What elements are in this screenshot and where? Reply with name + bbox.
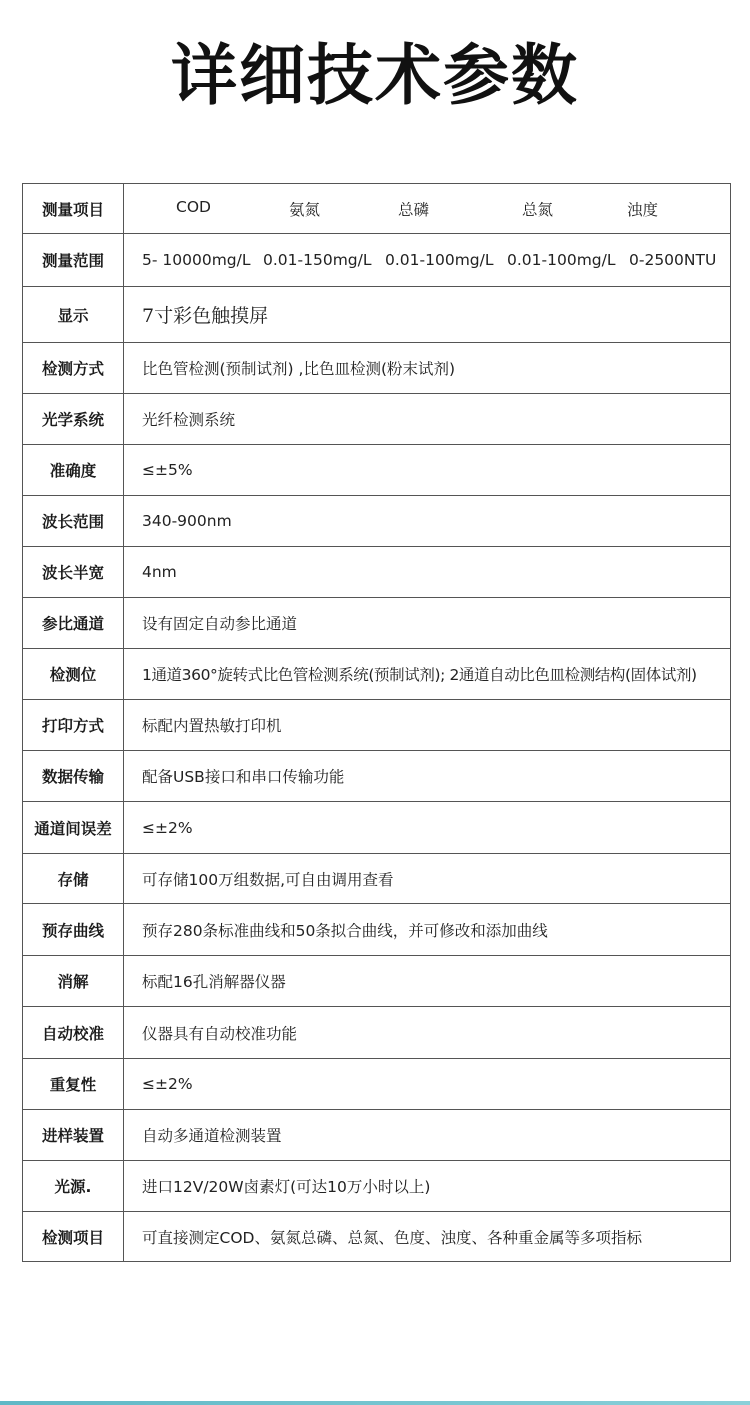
row-value: 标配16孔消解器仪器 [124, 956, 731, 1007]
row-value: 标配内置热敏打印机 [124, 700, 731, 751]
row-label: 光学系统 [23, 394, 124, 445]
table-row [23, 700, 731, 751]
row-value: 仪器具有自动校准功能 [124, 1007, 731, 1059]
row-value [124, 234, 731, 287]
row-value: 比色管检测(预制试剂) ,比色皿检测(粉末试剂) [124, 343, 731, 394]
row-label: 检测项目 [23, 1212, 124, 1262]
row-value: 预存280条标准曲线和50条拟合曲线，并可修改和添加曲线 [124, 904, 731, 956]
table-row [23, 649, 731, 700]
row-label: 波长范围 [23, 496, 124, 547]
range-phosphorus: 0.01-100mg/L [385, 251, 494, 269]
row-value: 340-900nm [124, 496, 731, 547]
row-value: 配备USB接口和串口传输功能 [124, 751, 731, 802]
row-label: 自动校准 [23, 1007, 124, 1059]
param-nitrogen: 总氮 [522, 200, 554, 219]
table-row [23, 287, 731, 343]
row-label: 进样装置 [23, 1110, 124, 1161]
row-label: 测量项目 [23, 184, 124, 234]
param-cod: COD [176, 197, 211, 216]
row-label: 重复性 [23, 1059, 124, 1110]
row-value [124, 184, 731, 234]
table-row [23, 956, 731, 1007]
table-row [23, 184, 731, 234]
row-label: 光源. [23, 1161, 124, 1212]
row-value: ≤±5% [124, 445, 731, 496]
page-title: 详细技术参数 [171, 37, 579, 114]
table-row [23, 394, 731, 445]
param-phosphorus: 总磷 [398, 200, 430, 219]
row-label: 通道间误差 [23, 802, 124, 854]
row-value: 可存储100万组数据,可自由调用查看 [124, 854, 731, 904]
table-row [23, 1161, 731, 1212]
row-value: 7寸彩色触摸屏 [124, 287, 731, 343]
param-ammonia: 氨氮 [289, 200, 321, 219]
row-label: 检测方式 [23, 343, 124, 394]
row-value: 1通道360°旋转式比色管检测系统(预制试剂); 2通道自动比色皿检测结构(固体试剂) [124, 649, 731, 700]
row-label: 消解 [23, 956, 124, 1007]
table-row [23, 547, 731, 598]
row-label: 检测位 [23, 649, 124, 700]
row-label: 数据传输 [23, 751, 124, 802]
range-turbidity: 0-2500NTU [629, 251, 717, 269]
table-row [23, 802, 731, 854]
row-label: 打印方式 [23, 700, 124, 751]
parameter-list [142, 198, 730, 220]
row-label: 准确度 [23, 445, 124, 496]
table-row [23, 751, 731, 802]
table-row [23, 1007, 731, 1059]
table-row [23, 904, 731, 956]
row-label: 存储 [23, 854, 124, 904]
row-label: 测量范围 [23, 234, 124, 287]
range-list [142, 251, 730, 269]
range-nitrogen: 0.01-100mg/L [507, 251, 616, 269]
row-label: 显示 [23, 287, 124, 343]
range-cod: 5- 10000mg/L [142, 251, 251, 269]
table-row [23, 1059, 731, 1110]
row-value: 进口12V/20W卤素灯(可达10万小时以上) [124, 1161, 731, 1212]
row-value: ≤±2% [124, 802, 731, 854]
table-row [23, 445, 731, 496]
row-value: 可直接测定COD、氨氮总磷、总氮、色度、浊度、各种重金属等多项指标 [124, 1212, 731, 1262]
table-row [23, 598, 731, 649]
table-row [23, 1110, 731, 1161]
row-label: 波长半宽 [23, 547, 124, 598]
row-label: 参比通道 [23, 598, 124, 649]
table-row [23, 1212, 731, 1262]
table-row [23, 234, 731, 287]
range-ammonia: 0.01-150mg/L [263, 251, 372, 269]
row-value: 自动多通道检测装置 [124, 1110, 731, 1161]
table-row [23, 854, 731, 904]
table-row [23, 496, 731, 547]
spec-table [22, 183, 731, 1262]
table-row [23, 343, 731, 394]
row-value: 4nm [124, 547, 731, 598]
row-value: 光纤检测系统 [124, 394, 731, 445]
row-value: ≤±2% [124, 1059, 731, 1110]
param-turbidity: 浊度 [627, 200, 659, 219]
bottom-accent-line [0, 1401, 750, 1405]
row-label: 预存曲线 [23, 904, 124, 956]
row-value: 设有固定自动参比通道 [124, 598, 731, 649]
